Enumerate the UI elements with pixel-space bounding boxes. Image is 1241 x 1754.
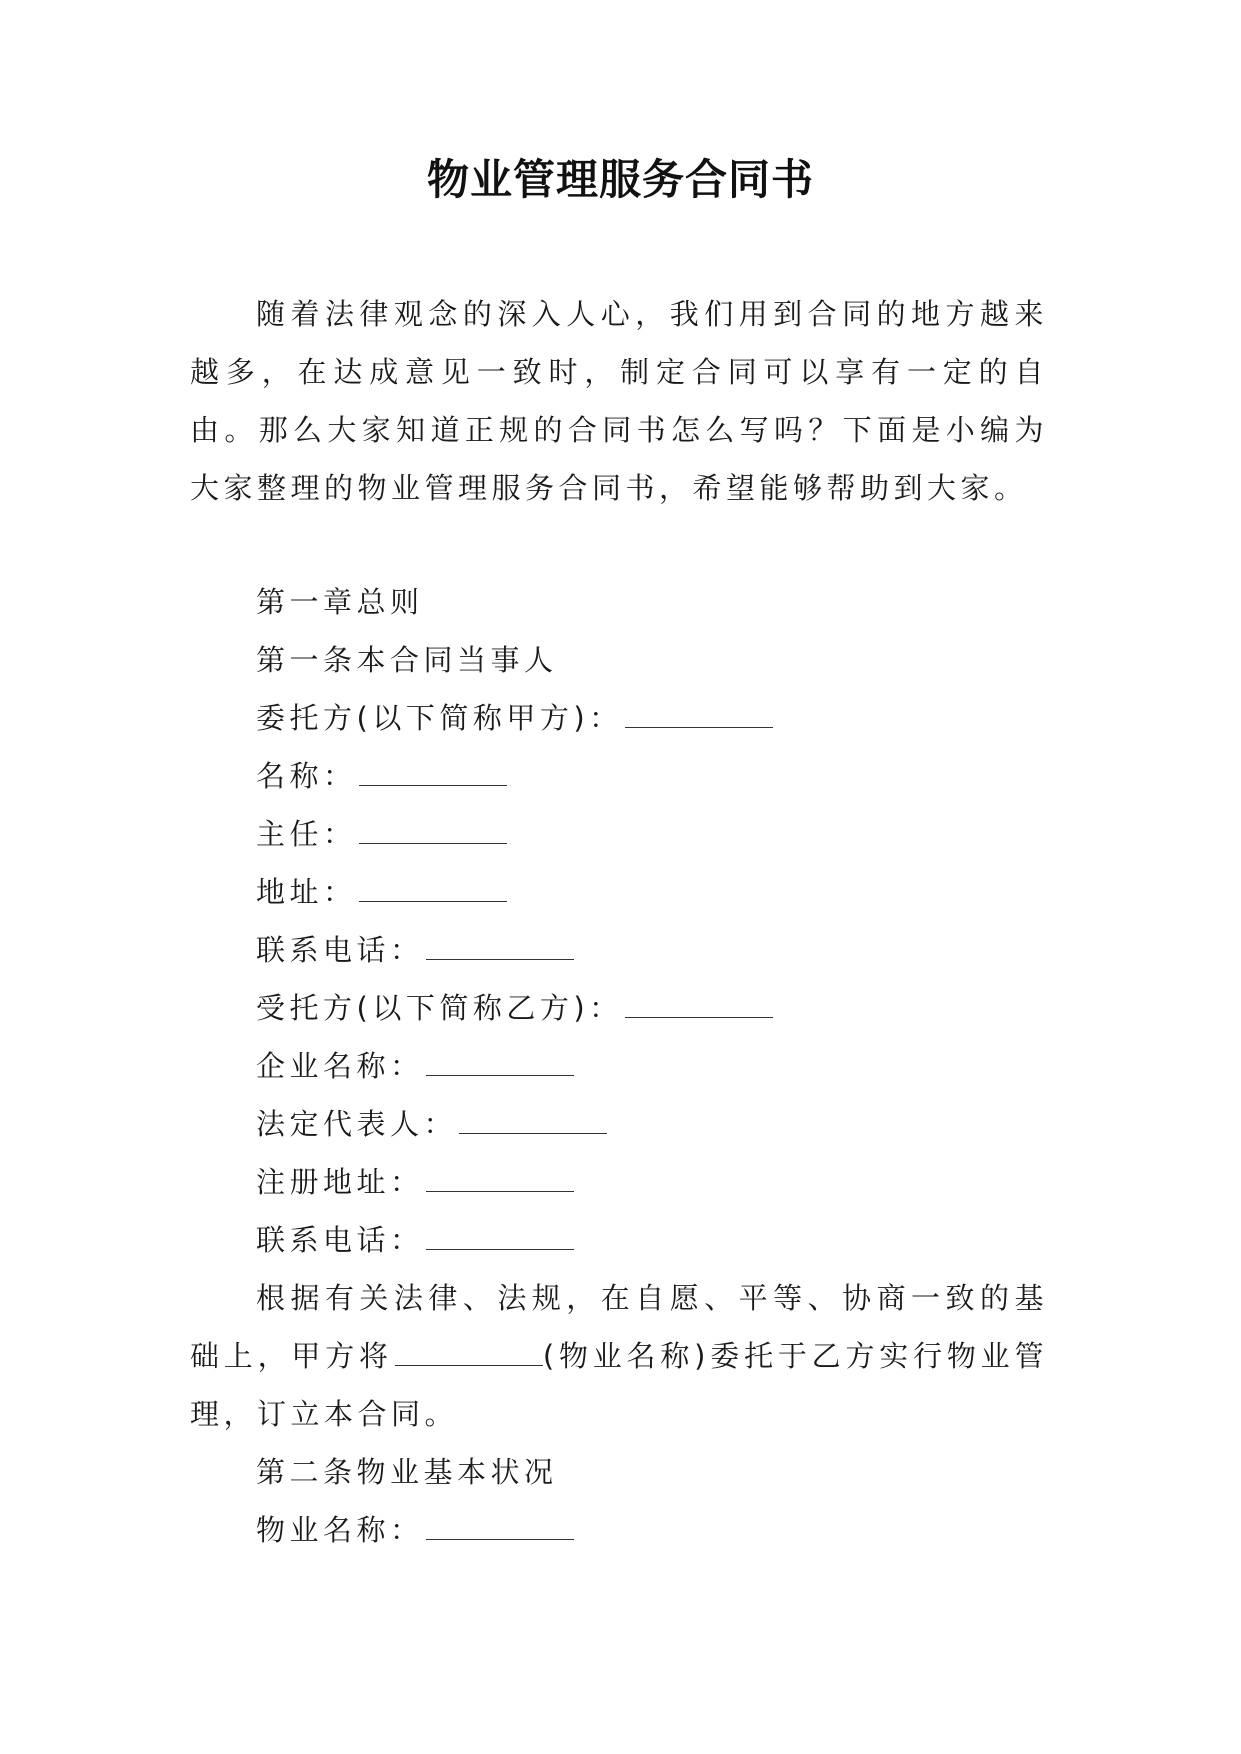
party-a-phone-label: 联系电话： xyxy=(256,933,424,967)
party-b-phone-label: 联系电话： xyxy=(256,1223,424,1257)
party-b-reg-address-blank xyxy=(426,1169,574,1192)
party-a-label: 委托方(以下简称甲方)： xyxy=(256,701,623,735)
party-a-director-label: 主任： xyxy=(256,817,357,851)
party-a-address-line xyxy=(190,863,1048,921)
party-a-name-line xyxy=(190,747,1048,805)
basis-text-1: 根据有关法律、法规，在自愿、平等、协商一致的基础上，甲方将 xyxy=(190,1281,1048,1373)
party-b-reg-address-label: 注册地址： xyxy=(256,1165,424,1199)
contract-body xyxy=(190,573,1048,1559)
article-1-heading: 第一条本合同当事人 xyxy=(256,643,558,677)
document-title: 物业管理服务合同书 xyxy=(426,155,814,204)
basis-text-2: (物业名称)委托于乙方实行物业管理，订立本合同。 xyxy=(190,1339,1048,1431)
party-a-address-blank xyxy=(359,879,507,902)
property-name-blank xyxy=(426,1517,574,1540)
party-b-company-line xyxy=(190,1037,1048,1095)
party-b-phone-line xyxy=(190,1211,1048,1269)
party-b-reg-address-line xyxy=(190,1153,1048,1211)
party-a-line xyxy=(190,689,1048,747)
article-2-heading: 第二条物业基本状况 xyxy=(256,1455,558,1489)
party-b-legal-rep-label: 法定代表人： xyxy=(256,1107,458,1141)
intro-paragraph: 随着法律观念的深入人心，我们用到合同的地方越来越多，在达成意见一致时，制定合同可以享有一定的自由。那么大家知道正规的合同书怎么写吗？下面是小编为大家整理的物业管理服务合同书，希望能够帮助到大家。 xyxy=(190,297,1048,505)
party-a-name-blank xyxy=(359,763,507,786)
property-name-inline-blank xyxy=(395,1343,543,1366)
party-a-director-line xyxy=(190,805,1048,863)
party-b-line xyxy=(190,979,1048,1037)
party-b-blank xyxy=(625,995,773,1018)
chapter-heading: 第一章总则 xyxy=(256,585,424,619)
party-a-phone-line xyxy=(190,921,1048,979)
party-b-phone-blank xyxy=(426,1227,574,1250)
party-b-label: 受托方(以下简称乙方)： xyxy=(256,991,623,1025)
party-a-phone-blank xyxy=(426,937,574,960)
party-a-blank xyxy=(625,705,773,728)
party-a-name-label: 名称： xyxy=(256,759,357,793)
basis-paragraph xyxy=(190,1269,1048,1443)
property-name-line xyxy=(190,1501,1048,1559)
party-a-address-label: 地址： xyxy=(256,875,357,909)
party-b-legal-rep-blank xyxy=(459,1111,607,1134)
party-b-company-blank xyxy=(426,1053,574,1076)
party-a-director-blank xyxy=(359,821,507,844)
party-b-company-label: 企业名称： xyxy=(256,1049,424,1083)
party-b-legal-rep-line xyxy=(190,1095,1048,1153)
property-name-label: 物业名称： xyxy=(256,1513,424,1547)
